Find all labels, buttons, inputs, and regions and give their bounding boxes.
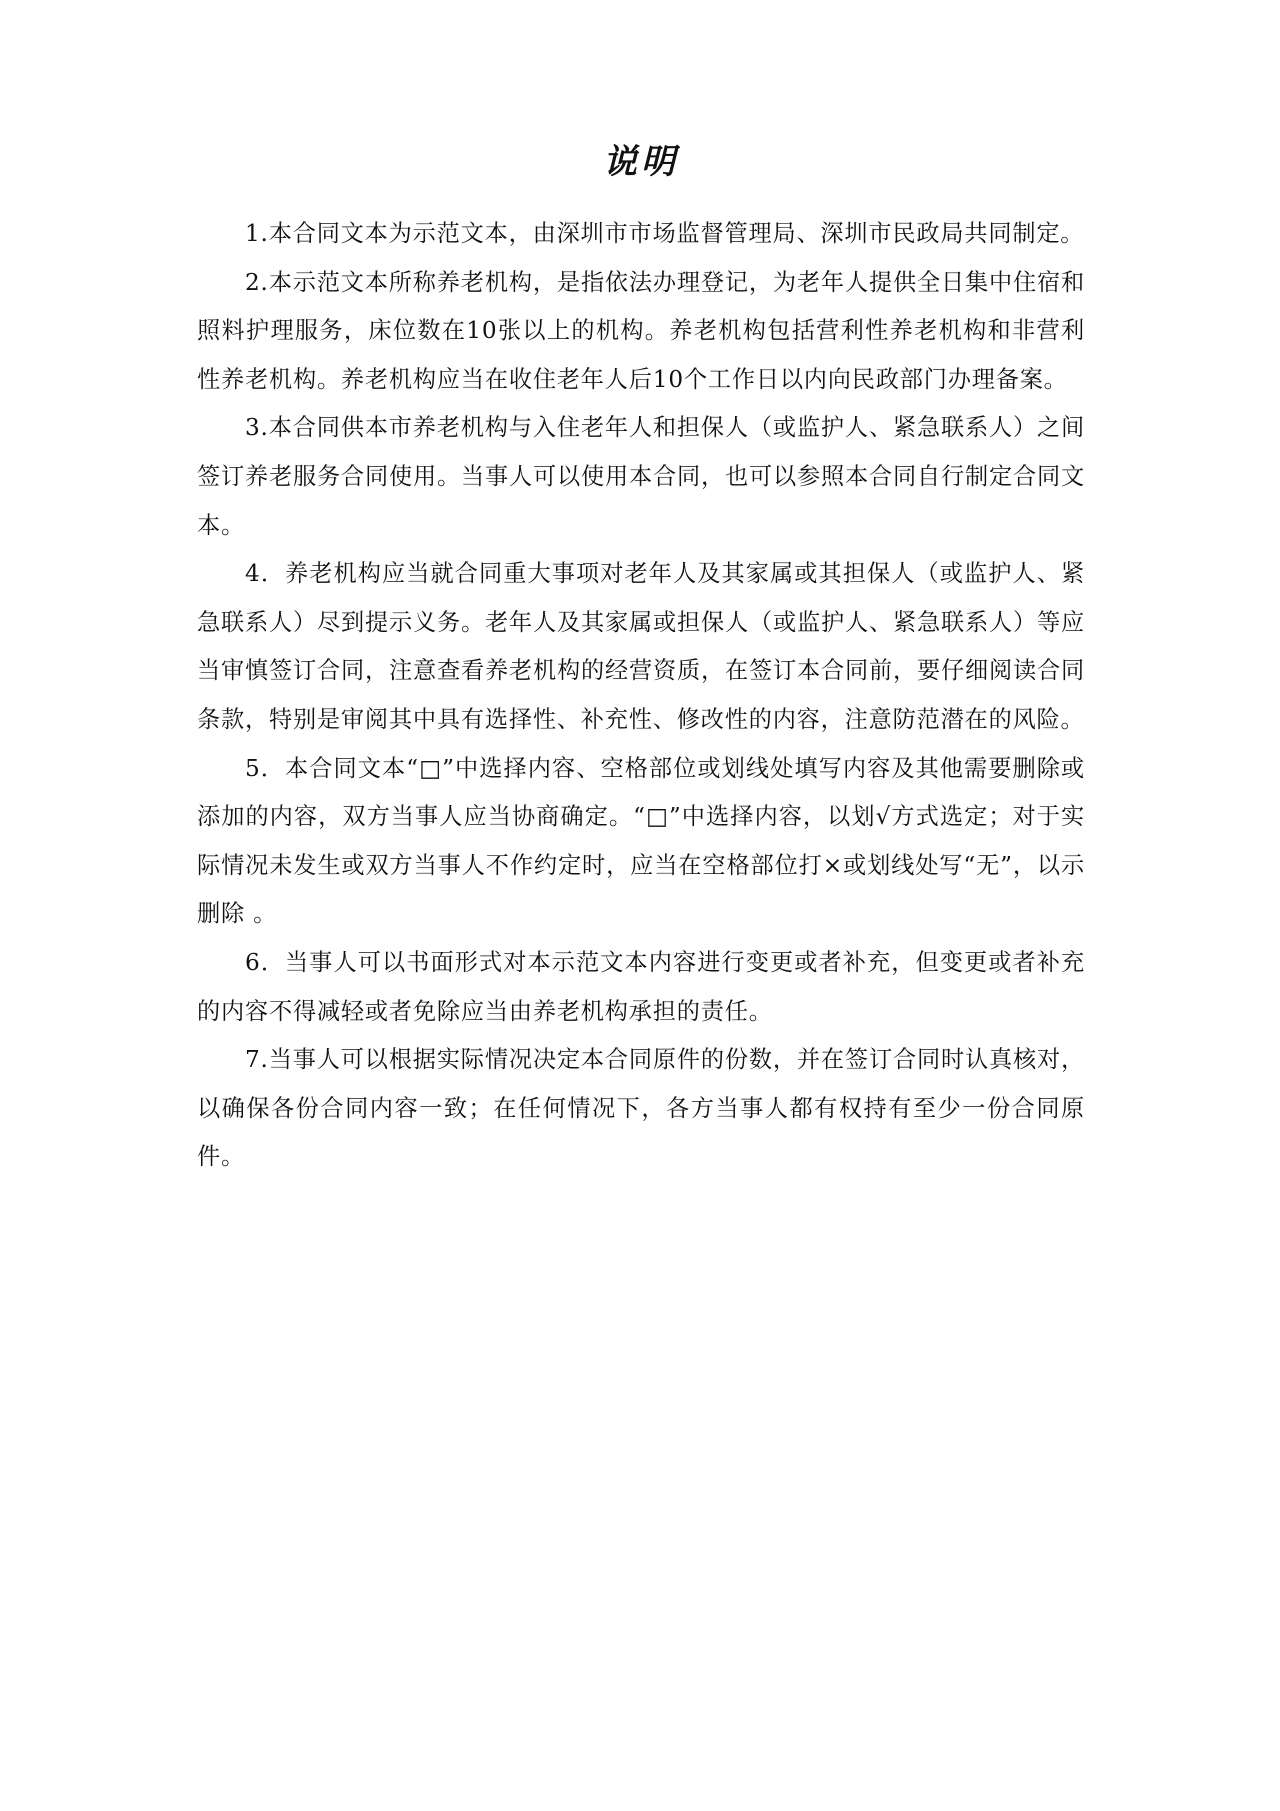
clause-3: 3.本合同供本市养老机构与入住老年人和担保人（或监护人、紧急联系人）之间签订养老服务合同使用。当事人可以使用本合同，也可以参照本合同自行制定合同文本。 [197,414,1085,539]
clause-1: 1.本合同文本为示范文本，由深圳市市场监督管理局、深圳市民政局共同制定。 [245,220,1085,247]
clause-4: 4．养老机构应当就合同重大事项对老年人及其家属或其担保人（或监护人、紧急联系人）尽到提示义务。老年人及其家属或担保人（或监护人、紧急联系人）等应当审慎签订合同，注意查看养老机构的经营资质，在签订本合同前，要仔细阅读合同条款，特别是审阅其中具有选择性、补充性、修改性的内容，注意防范潜在的风险。 [197,560,1085,733]
document-title: 说明 [603,142,679,182]
clause-5: 5．本合同文本“□”中选择内容、空格部位或划线处填写内容及其他需要删除或添加的内容，双方当事人应当协商确定。“□”中选择内容，以划√方式选定；对于实际情况未发生或双方当事人不作约定时，应当在空格部位打×或划线处写“无”，以示删除 。 [197,754,1085,928]
clause-7: 7.当事人可以根据实际情况决定本合同原件的份数，并在签订合同时认真核对，以确保各份合同内容一致；在任何情况下，各方当事人都有权持有至少一份合同原件。 [197,1046,1085,1171]
clause-2: 2.本示范文本所称养老机构，是指依法办理登记，为老年人提供全日集中住宿和照料护理服务，床位数在10张以上的机构。养老机构包括营利性养老机构和非营利性养老机构。养老机构应当在收住老年人后10个工作日以内向民政部门办理备案。 [197,268,1085,393]
document-page [197,140,1085,1182]
clause-6: 6．当事人可以书面形式对本示范文本内容进行变更或者补充，但变更或者补充的内容不得减轻或者免除应当由养老机构承担的责任。 [197,948,1085,1025]
